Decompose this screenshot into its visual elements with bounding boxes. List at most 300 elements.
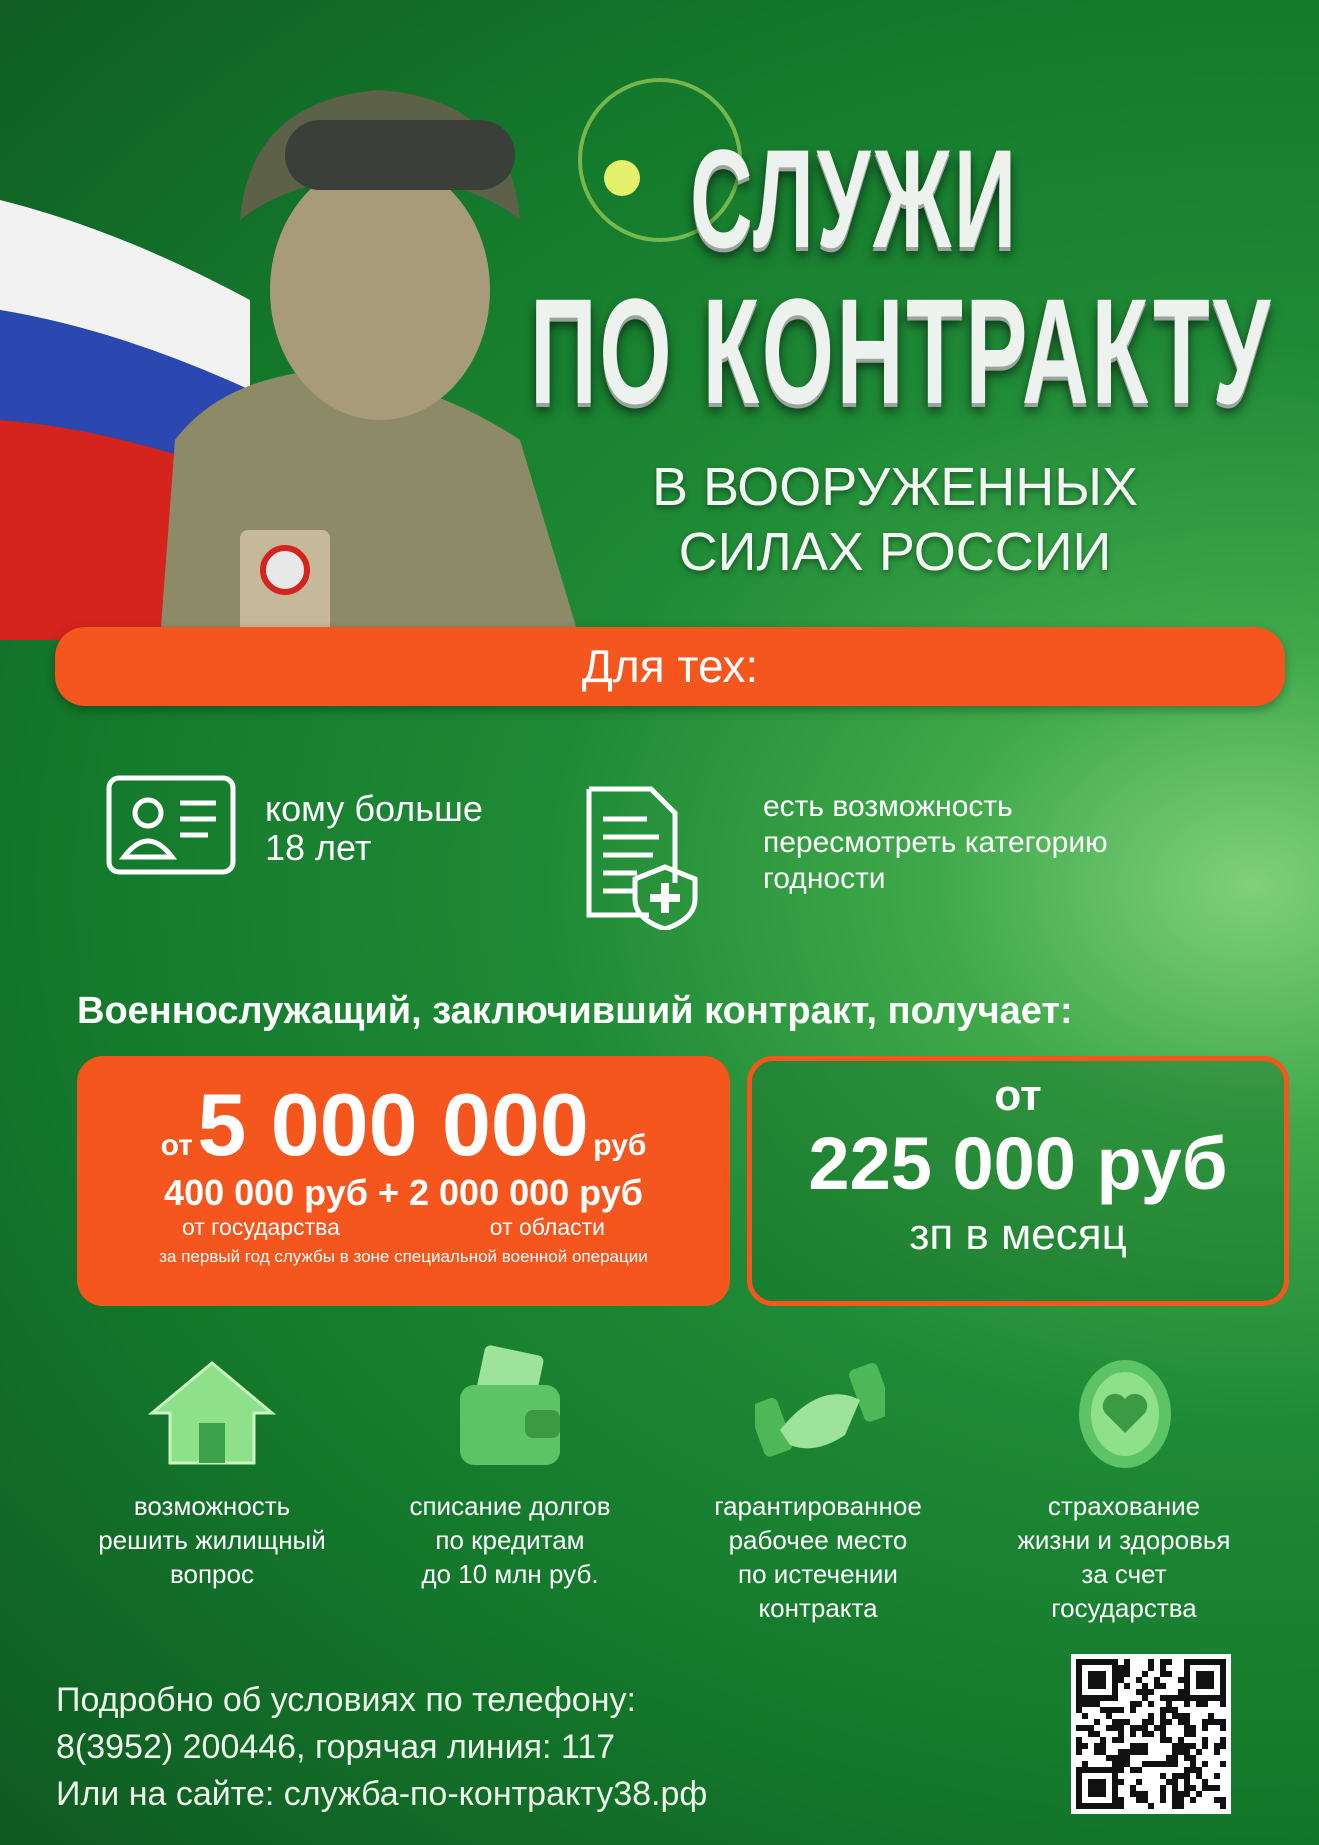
bonus-region-amount: 2 000 000 руб <box>409 1172 643 1213</box>
qr-module <box>1172 1713 1178 1719</box>
qr-module <box>1208 1677 1214 1683</box>
benefit-line: контракта <box>758 1593 878 1623</box>
qr-module <box>1208 1683 1214 1689</box>
salary-note: зп в месяц <box>909 1210 1127 1259</box>
qr-module <box>1118 1779 1124 1785</box>
qr-module <box>1178 1713 1184 1719</box>
qr-module <box>1220 1665 1226 1671</box>
qr-module <box>1112 1755 1118 1761</box>
qr-module <box>1082 1725 1088 1731</box>
qr-module <box>1100 1671 1106 1677</box>
qr-module <box>1178 1749 1184 1755</box>
soldier-with-flag-image <box>0 60 620 640</box>
qr-module <box>1112 1773 1118 1779</box>
qr-module <box>1214 1695 1220 1701</box>
qr-module <box>1220 1671 1226 1677</box>
qr-module <box>1118 1803 1124 1809</box>
id-card-icon <box>106 775 236 875</box>
qr-module <box>1094 1803 1100 1809</box>
qr-module <box>1112 1797 1118 1803</box>
qr-module <box>1214 1659 1220 1665</box>
handshake-icon <box>755 1360 885 1465</box>
qr-module <box>1112 1695 1118 1701</box>
qr-module <box>1124 1719 1130 1725</box>
qr-module <box>1094 1683 1100 1689</box>
qr-module <box>1100 1767 1106 1773</box>
qr-module <box>1160 1761 1166 1767</box>
qr-module <box>1172 1755 1178 1761</box>
qr-module <box>1184 1767 1190 1773</box>
qr-module <box>1130 1785 1136 1791</box>
qr-module <box>1106 1659 1112 1665</box>
qr-module <box>1148 1719 1154 1725</box>
qr-module <box>1076 1677 1082 1683</box>
qr-module <box>1106 1707 1112 1713</box>
qr-module <box>1118 1767 1124 1773</box>
benefit-line: по кредитам <box>435 1525 585 1555</box>
contact-phone[interactable]: 8(3952) 200446, горячая линия: 117 <box>56 1728 616 1766</box>
qr-module <box>1088 1683 1094 1689</box>
bonus-box <box>77 1056 730 1306</box>
qr-module <box>1136 1767 1142 1773</box>
qr-module <box>1178 1791 1184 1797</box>
bonus-amount: 5 000 000 <box>197 1075 589 1174</box>
qr-module <box>1214 1785 1220 1791</box>
benefit-line: за счет <box>1081 1559 1167 1589</box>
qr-module <box>1112 1725 1118 1731</box>
qr-module <box>1184 1665 1190 1671</box>
qr-module <box>1118 1755 1124 1761</box>
qr-module <box>1220 1719 1226 1725</box>
qr-module <box>1082 1803 1088 1809</box>
benefit-line: рабочее место <box>728 1525 908 1555</box>
qr-module <box>1148 1665 1154 1671</box>
qr-module <box>1202 1761 1208 1767</box>
qr-module <box>1166 1755 1172 1761</box>
qr-module <box>1076 1689 1082 1695</box>
qr-module <box>1220 1689 1226 1695</box>
qr-module <box>1088 1791 1094 1797</box>
bonus-unit: руб <box>593 1129 647 1162</box>
subtitle-line-1: В ВООРУЖЕННЫХ <box>651 457 1139 517</box>
qr-module <box>1076 1659 1082 1665</box>
qr-module <box>1076 1683 1082 1689</box>
qr-module <box>1166 1695 1172 1701</box>
qr-module <box>1112 1719 1118 1725</box>
qr-module <box>1184 1725 1190 1731</box>
qr-module <box>1154 1683 1160 1689</box>
qr-module <box>1130 1725 1136 1731</box>
bonus-prefix: от <box>160 1129 193 1162</box>
qr-module <box>1094 1695 1100 1701</box>
qr-module <box>1196 1683 1202 1689</box>
qr-module <box>1112 1671 1118 1677</box>
qr-module <box>1112 1659 1118 1665</box>
qr-module <box>1190 1743 1196 1749</box>
benefit-line: возможность <box>133 1491 291 1521</box>
qr-module <box>1160 1725 1166 1731</box>
qr-module <box>1076 1803 1082 1809</box>
qr-module <box>1124 1671 1130 1677</box>
qr-module <box>1184 1779 1190 1785</box>
qr-module <box>1178 1677 1184 1683</box>
qr-module <box>1130 1707 1136 1713</box>
qr-module <box>1142 1797 1148 1803</box>
qr-module <box>1190 1761 1196 1767</box>
qr-module <box>1202 1671 1208 1677</box>
qr-module <box>1136 1677 1142 1683</box>
qr-module <box>1148 1659 1154 1665</box>
qr-module <box>1094 1659 1100 1665</box>
qr-module <box>1196 1677 1202 1683</box>
qr-module <box>1112 1779 1118 1785</box>
qr-module <box>1124 1749 1130 1755</box>
qr-module <box>1178 1695 1184 1701</box>
qr-module <box>1178 1689 1184 1695</box>
qr-module <box>1100 1659 1106 1665</box>
qr-module <box>1208 1785 1214 1791</box>
qr-module <box>1124 1761 1130 1767</box>
qr-module <box>1100 1677 1106 1683</box>
qr-module <box>1118 1749 1124 1755</box>
qr-module <box>1220 1761 1226 1767</box>
qr-module <box>1094 1791 1100 1797</box>
qr-module <box>1094 1743 1100 1749</box>
qr-module <box>1136 1689 1142 1695</box>
qr-module <box>1082 1761 1088 1767</box>
qr-module <box>1142 1725 1148 1731</box>
qr-module <box>1106 1803 1112 1809</box>
qr-module <box>1136 1725 1142 1731</box>
benefit-debt <box>365 1489 655 1591</box>
qr-module <box>1184 1701 1190 1707</box>
qr-module <box>1154 1677 1160 1683</box>
contact-website[interactable]: Или на сайте: служба-по-контракту38.рф <box>56 1775 708 1813</box>
benefit-line: вопрос <box>170 1559 254 1589</box>
qr-module <box>1196 1701 1202 1707</box>
qr-module <box>1202 1719 1208 1725</box>
salary-amount: 225 000 руб <box>808 1122 1228 1205</box>
qr-module <box>1172 1761 1178 1767</box>
qr-module <box>1166 1671 1172 1677</box>
qr-module <box>1160 1791 1166 1797</box>
benefit-job <box>673 1489 963 1625</box>
qr-module <box>1076 1725 1082 1731</box>
qr-module <box>1136 1743 1142 1749</box>
qr-module <box>1184 1671 1190 1677</box>
qr-module <box>1136 1701 1142 1707</box>
qr-module <box>1190 1659 1196 1665</box>
qr-module <box>1202 1677 1208 1683</box>
qr-module <box>1148 1689 1154 1695</box>
qr-module <box>1202 1785 1208 1791</box>
salary-box <box>747 1056 1289 1306</box>
benefit-housing <box>67 1489 357 1591</box>
qr-module <box>1094 1779 1100 1785</box>
qr-module <box>1094 1701 1100 1707</box>
qr-module <box>1160 1707 1166 1713</box>
qr-module <box>1220 1683 1226 1689</box>
qr-module <box>1202 1737 1208 1743</box>
qr-module <box>1082 1659 1088 1665</box>
pay-heading: Военнослужащий, заключивший контракт, получает: <box>77 990 1073 1032</box>
subtitle-line-2: СИЛАХ РОССИИ <box>678 522 1112 582</box>
qr-module <box>1118 1719 1124 1725</box>
qr-module <box>1148 1701 1154 1707</box>
qr-module <box>1214 1749 1220 1755</box>
qr-module <box>1178 1737 1184 1743</box>
qr-module <box>1100 1803 1106 1809</box>
qr-module <box>1196 1791 1202 1797</box>
requirement-fitness-line-1: есть возможность <box>763 790 1013 823</box>
qr-module <box>1076 1671 1082 1677</box>
qr-module <box>1118 1671 1124 1677</box>
qr-module <box>1100 1737 1106 1743</box>
qr-module <box>1220 1743 1226 1749</box>
qr-module <box>1196 1659 1202 1665</box>
qr-module <box>1142 1695 1148 1701</box>
bonus-plus: + <box>377 1172 399 1213</box>
qr-module <box>1184 1791 1190 1797</box>
qr-module <box>1088 1659 1094 1665</box>
qr-module <box>1202 1743 1208 1749</box>
qr-module <box>1142 1761 1148 1767</box>
qr-module <box>1118 1677 1124 1683</box>
qr-module <box>1166 1761 1172 1767</box>
qr-module <box>1118 1731 1124 1737</box>
qr-module <box>1100 1695 1106 1701</box>
qr-module <box>1172 1749 1178 1755</box>
qr-module <box>1184 1689 1190 1695</box>
benefit-line: по истечении <box>738 1559 898 1589</box>
benefit-line: страхование <box>1047 1491 1201 1521</box>
qr-module <box>1220 1677 1226 1683</box>
qr-module <box>1124 1659 1130 1665</box>
qr-module <box>1166 1701 1172 1707</box>
qr-module <box>1178 1803 1184 1809</box>
benefit-line: решить жилищный <box>98 1525 326 1555</box>
qr-module <box>1160 1683 1166 1689</box>
qr-module <box>1118 1665 1124 1671</box>
qr-module <box>1184 1677 1190 1683</box>
qr-module <box>1166 1719 1172 1725</box>
qr-module <box>1160 1737 1166 1743</box>
qr-module <box>1148 1713 1154 1719</box>
qr-module <box>1112 1761 1118 1767</box>
qr-module <box>1112 1665 1118 1671</box>
qr-code[interactable] <box>1071 1654 1231 1814</box>
qr-module <box>1136 1749 1142 1755</box>
qr-module <box>1172 1695 1178 1701</box>
qr-module <box>1094 1671 1100 1677</box>
qr-module <box>1220 1803 1226 1809</box>
qr-module <box>1160 1659 1166 1665</box>
qr-module <box>1130 1767 1136 1773</box>
qr-module <box>1196 1749 1202 1755</box>
qr-module <box>1124 1665 1130 1671</box>
qr-module <box>1172 1803 1178 1809</box>
qr-module <box>1118 1797 1124 1803</box>
qr-module <box>1106 1695 1112 1701</box>
qr-module <box>1208 1713 1214 1719</box>
qr-module <box>1112 1707 1118 1713</box>
qr-module <box>1178 1797 1184 1803</box>
qr-module <box>1082 1743 1088 1749</box>
qr-module <box>1160 1713 1166 1719</box>
qr-module <box>1214 1719 1220 1725</box>
qr-module <box>1082 1695 1088 1701</box>
qr-module <box>1076 1701 1082 1707</box>
bonus-state-source: от государства <box>181 1214 340 1240</box>
qr-module <box>1202 1683 1208 1689</box>
requirement-age-line-1: кому больше <box>265 788 483 829</box>
qr-module <box>1142 1671 1148 1677</box>
requirement-fitness-line-3: годности <box>763 862 886 895</box>
qr-module <box>1220 1725 1226 1731</box>
qr-module <box>1106 1767 1112 1773</box>
qr-module <box>1076 1773 1082 1779</box>
qr-module <box>1184 1713 1190 1719</box>
qr-module <box>1130 1701 1136 1707</box>
qr-module <box>1088 1779 1094 1785</box>
house-icon <box>147 1358 277 1468</box>
qr-module <box>1100 1785 1106 1791</box>
qr-module <box>1196 1773 1202 1779</box>
qr-module <box>1190 1725 1196 1731</box>
for-whom-banner <box>55 627 1285 706</box>
qr-module <box>1214 1773 1220 1779</box>
qr-module <box>1076 1665 1082 1671</box>
qr-module <box>1160 1785 1166 1791</box>
qr-module <box>1142 1719 1148 1725</box>
qr-module <box>1076 1707 1082 1713</box>
qr-module <box>1088 1695 1094 1701</box>
qr-module <box>1172 1773 1178 1779</box>
qr-module <box>1208 1671 1214 1677</box>
qr-module <box>1166 1779 1172 1785</box>
qr-module <box>1190 1797 1196 1803</box>
qr-module <box>1082 1701 1088 1707</box>
qr-module <box>1184 1755 1190 1761</box>
qr-module <box>1118 1725 1124 1731</box>
qr-module <box>1088 1803 1094 1809</box>
qr-module <box>1172 1797 1178 1803</box>
qr-module <box>1100 1683 1106 1689</box>
qr-module <box>1076 1743 1082 1749</box>
qr-module <box>1208 1659 1214 1665</box>
qr-module <box>1112 1767 1118 1773</box>
requirement-fitness-line-2: пересмотреть категорию <box>763 826 1108 859</box>
qr-module <box>1118 1707 1124 1713</box>
qr-module <box>1142 1791 1148 1797</box>
qr-module <box>1148 1761 1154 1767</box>
benefit-line: жизни и здоровья <box>1017 1525 1231 1555</box>
qr-module <box>1076 1791 1082 1797</box>
qr-module <box>1130 1791 1136 1797</box>
qr-module <box>1100 1707 1106 1713</box>
qr-module <box>1088 1725 1094 1731</box>
qr-module <box>1112 1689 1118 1695</box>
qr-module <box>1166 1707 1172 1713</box>
qr-module <box>1178 1773 1184 1779</box>
qr-module <box>1100 1743 1106 1749</box>
medical-document-icon <box>585 785 700 930</box>
qr-module <box>1160 1671 1166 1677</box>
qr-module <box>1130 1749 1136 1755</box>
qr-module <box>1184 1749 1190 1755</box>
salary-prefix: от <box>994 1071 1042 1120</box>
qr-module <box>1094 1785 1100 1791</box>
qr-module <box>1172 1779 1178 1785</box>
qr-module <box>1178 1743 1184 1749</box>
qr-module <box>1112 1785 1118 1791</box>
qr-module <box>1208 1695 1214 1701</box>
qr-module <box>1160 1719 1166 1725</box>
benefit-line: государства <box>1051 1593 1197 1623</box>
qr-module <box>1202 1779 1208 1785</box>
banner-label: Для тех: <box>581 640 759 692</box>
qr-module <box>1184 1743 1190 1749</box>
wallet-icon <box>455 1345 565 1470</box>
qr-module <box>1196 1695 1202 1701</box>
qr-module <box>1136 1779 1142 1785</box>
qr-module <box>1220 1695 1226 1701</box>
qr-module <box>1190 1785 1196 1791</box>
qr-module <box>1190 1755 1196 1761</box>
qr-module <box>1088 1677 1094 1683</box>
qr-module <box>1196 1671 1202 1677</box>
qr-module <box>1220 1701 1226 1707</box>
qr-module <box>1076 1785 1082 1791</box>
bonus-note: за первый год службы в зоне специальной военной операции <box>159 1247 648 1266</box>
qr-module <box>1184 1659 1190 1665</box>
qr-module <box>1088 1767 1094 1773</box>
qr-module <box>1172 1743 1178 1749</box>
qr-module <box>1124 1683 1130 1689</box>
qr-module <box>1160 1731 1166 1737</box>
qr-module <box>1094 1677 1100 1683</box>
qr-module <box>1118 1737 1124 1743</box>
qr-module <box>1220 1659 1226 1665</box>
qr-module <box>1076 1767 1082 1773</box>
qr-module <box>1202 1701 1208 1707</box>
qr-module <box>1100 1779 1106 1785</box>
qr-module <box>1094 1731 1100 1737</box>
qr-module <box>1166 1737 1172 1743</box>
qr-module <box>1160 1797 1166 1803</box>
qr-module <box>1082 1713 1088 1719</box>
qr-module <box>1184 1719 1190 1725</box>
qr-module <box>1142 1743 1148 1749</box>
qr-module <box>1112 1737 1118 1743</box>
qr-module <box>1112 1683 1118 1689</box>
qr-module <box>1076 1797 1082 1803</box>
qr-module <box>1136 1791 1142 1797</box>
qr-module <box>1142 1749 1148 1755</box>
contact-info <box>56 1677 707 1818</box>
qr-module <box>1076 1749 1082 1755</box>
qr-module <box>1124 1755 1130 1761</box>
qr-module <box>1088 1731 1094 1737</box>
qr-module <box>1112 1791 1118 1797</box>
qr-module <box>1196 1767 1202 1773</box>
qr-module <box>1100 1749 1106 1755</box>
qr-module <box>1190 1731 1196 1737</box>
qr-module <box>1166 1659 1172 1665</box>
contact-line-1: Подробно об условиях по телефону: <box>56 1681 636 1719</box>
qr-module <box>1220 1737 1226 1743</box>
qr-module <box>1112 1803 1118 1809</box>
